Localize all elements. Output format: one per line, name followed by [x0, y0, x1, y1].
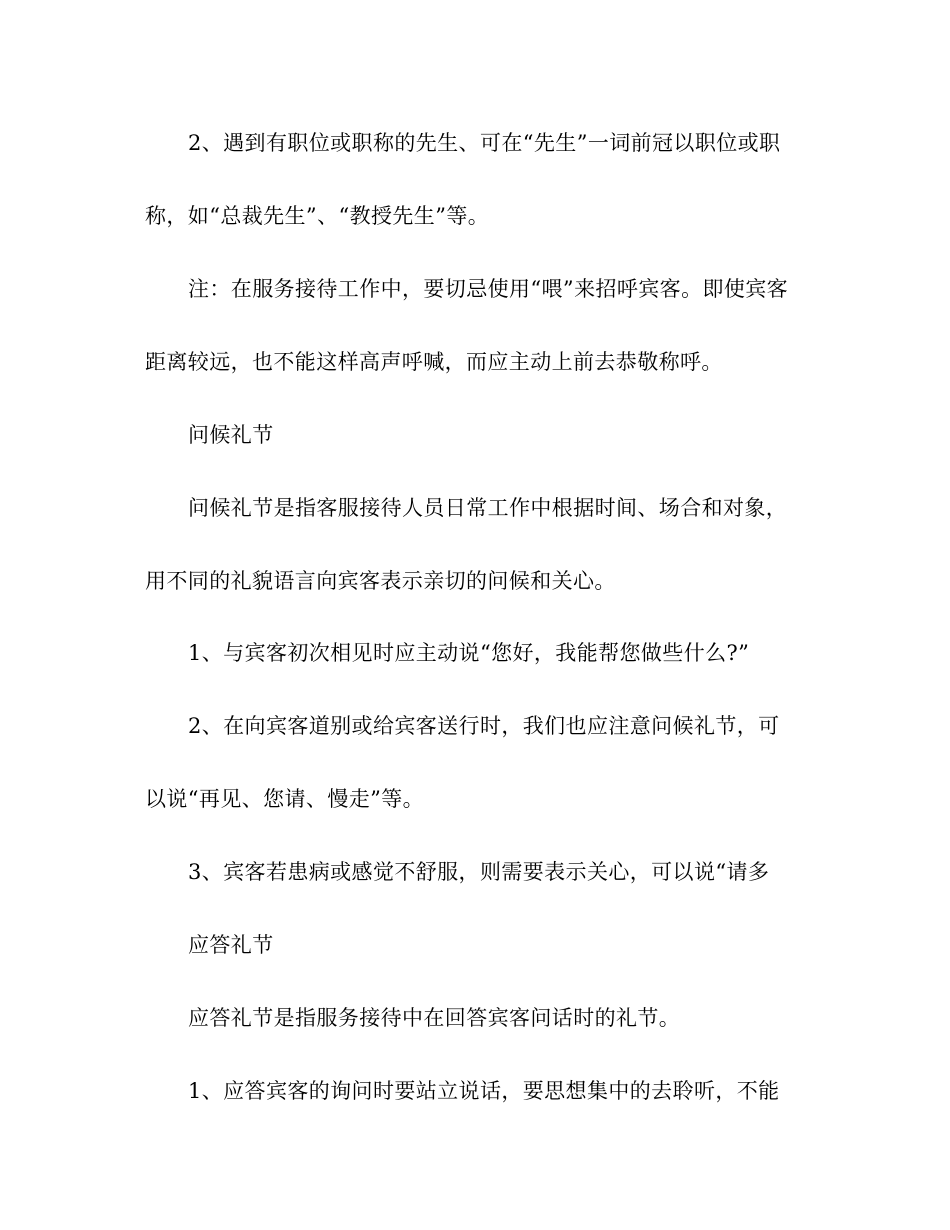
paragraph-line-8: 1、与宾客初次相见时应主动说“您好，我能帮您做些什么?” — [188, 641, 750, 665]
section-heading-response: 应答礼节 — [188, 933, 274, 957]
paragraph-line-9: 2、在向宾客道别或给宾客送行时，我们也应注意问候礼节，可 — [188, 714, 780, 738]
paragraph-line-14: 1、应答宾客的询问时要站立说话，要思想集中的去聆听，不能 — [188, 1079, 780, 1103]
paragraph-line-3: 注：在服务接待工作中，要切忌使用“喂”来招呼宾客。即使宾客 — [188, 277, 789, 301]
paragraph-line-4: 距离较远，也不能这样高声呼喊，而应主动上前去恭敬称呼。 — [145, 350, 723, 374]
paragraph-line-6: 问候礼节是指客服接待人员日常工作中根据时间、场合和对象， — [188, 496, 788, 520]
paragraph-line-11: 3、宾客若患病或感觉不舒服，则需要表示关心，可以说“请多 — [188, 860, 770, 884]
paragraph-line-13: 应答礼节是指服务接待中在回答宾客问话时的礼节。 — [188, 1006, 681, 1030]
paragraph-line-7: 用不同的礼貌语言向宾客表示亲切的问候和关心。 — [145, 569, 616, 593]
paragraph-line-10: 以说“再见、您请、慢走”等。 — [145, 787, 425, 811]
section-heading-greeting: 问候礼节 — [188, 423, 274, 447]
paragraph-line-1: 2、遇到有职位或职称的先生、可在“先生”一词前冠以职位或职 — [188, 131, 781, 155]
paragraph-line-2: 称，如“总裁先生”、“教授先生”等。 — [145, 204, 490, 228]
